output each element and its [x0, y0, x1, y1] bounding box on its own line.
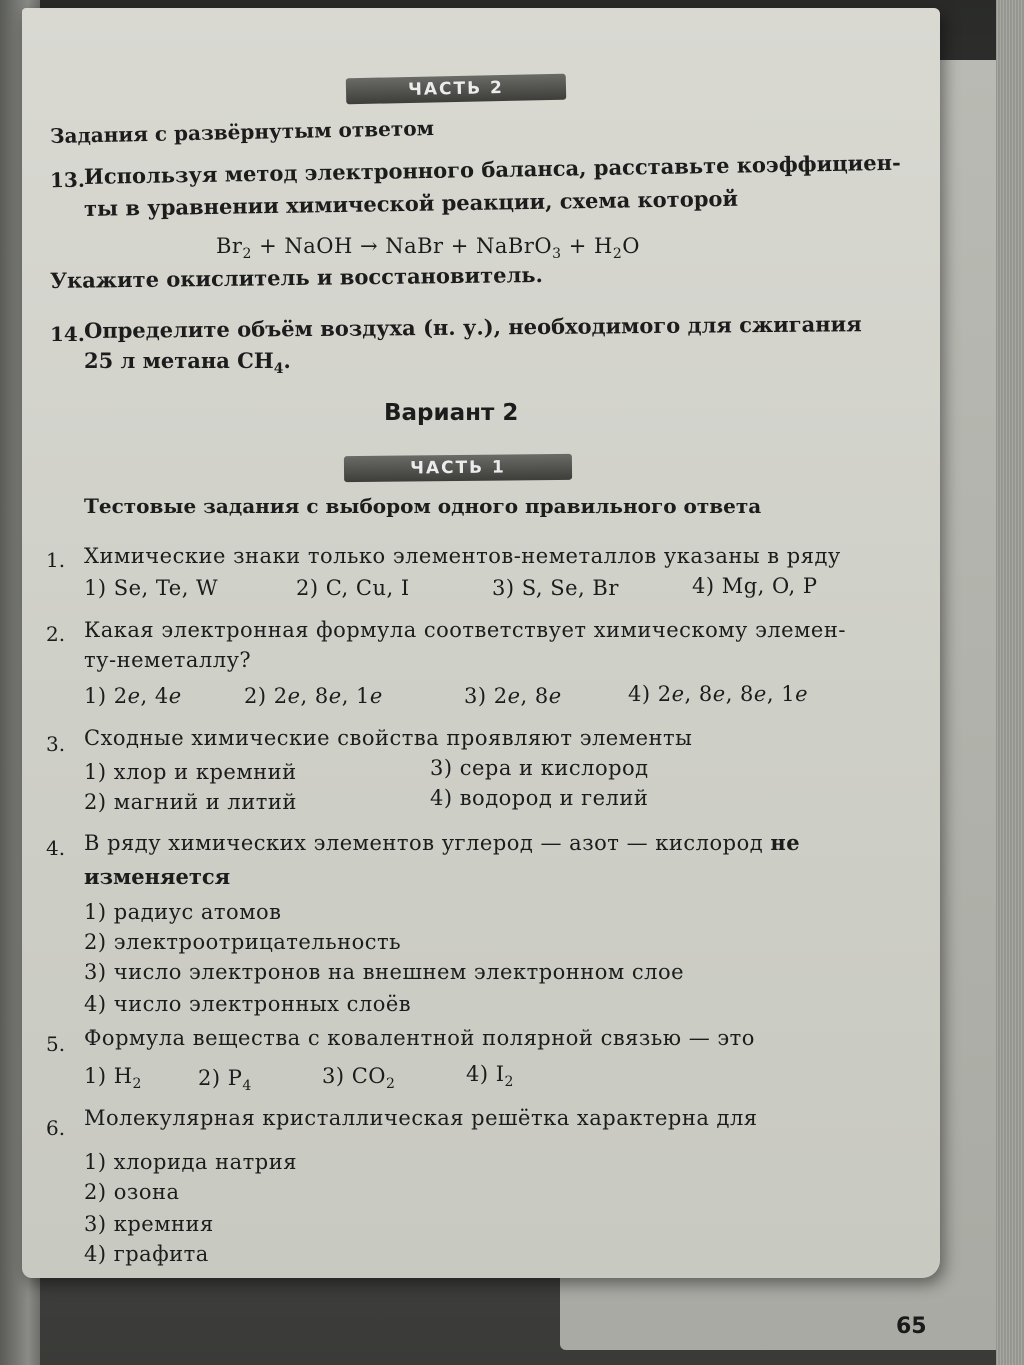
q4-option-4: 4) число электронных слоёв	[84, 992, 412, 1016]
variant-title: Вариант 2	[384, 400, 519, 426]
q4-option-1: 1) радиус атомов	[84, 900, 282, 924]
q2-line2: ту-неметаллу?	[84, 648, 252, 672]
q5-option-3: 3) $CO_2$	[322, 1064, 396, 1093]
q6-option-4: 4) графита	[84, 1242, 209, 1266]
q6-option-3: 3) кремния	[84, 1212, 214, 1236]
q3-text: Сходные химические свойства проявляют элементы	[84, 726, 693, 750]
q6-option-2: 2) озона	[84, 1180, 180, 1204]
q5-option-2: 2) $P_4$	[198, 1066, 252, 1095]
q2-option-4: 4) 2e, 8e, 8e, 1e	[628, 682, 808, 706]
q4-number: 4.	[46, 836, 66, 860]
q4-option-2: 2) электроотрицательность	[84, 930, 402, 954]
q5-option-4: 4) $I_2$	[466, 1062, 514, 1091]
q2-option-1: 1) 2e, 4e	[84, 684, 182, 708]
q1-number: 1.	[46, 548, 66, 572]
q5-text: Формула вещества с ковалентной полярной связью — это	[84, 1026, 755, 1050]
q6-number: 6.	[46, 1116, 66, 1140]
q14-number: 14.	[50, 322, 85, 346]
q3-option-4: 4) водород и гелий	[430, 786, 649, 810]
q13-line1: Используя метод электронного баланса, расставьте коэффициен-	[83, 149, 901, 189]
q2-option-2: 2) 2e, 8e, 1e	[244, 684, 383, 708]
q14-line1: Определите объём воздуха (н. у.), необходимого для сжигания	[83, 311, 862, 343]
q6-text: Молекулярная кристаллическая решётка характерна для	[84, 1106, 758, 1130]
q6-option-1: 1) хлорида натрия	[84, 1150, 297, 1174]
q3-option-3: 3) сера и кислород	[430, 756, 649, 780]
page-number: 65	[896, 1314, 927, 1339]
q1-option-3: 3) S, Se, Br	[492, 576, 619, 600]
q3-option-1: 1) хлор и кремний	[84, 760, 297, 784]
q2-number: 2.	[46, 622, 66, 646]
q5-number: 5.	[46, 1032, 66, 1056]
q13-equation: $Br_2$ + NaOH → NaBr + NaBrO$_3$ + $H_2O$	[216, 234, 640, 263]
part1-banner: ЧАСТЬ 1	[344, 454, 572, 482]
q2-line1: Какая электронная формула соответствует химическому элемен-	[84, 618, 846, 642]
q13-number: 13.	[49, 167, 86, 193]
q4-option-3: 3) число электронов на внешнем электронном слое	[84, 960, 685, 984]
textbook-page	[22, 8, 940, 1278]
q2-option-3: 3) 2e, 8e	[464, 684, 562, 708]
q4-line2: изменяется	[84, 864, 231, 889]
q3-option-2: 2) магний и литий	[84, 790, 297, 814]
section2-title: Задания с развёрнутым ответом	[49, 115, 435, 149]
q13-line2: ты в уравнении химической реакции, схема которой	[83, 185, 739, 221]
q3-number: 3.	[46, 732, 66, 756]
q4-line1: В ряду химических элементов углерод — азот — кислород не	[84, 830, 801, 855]
q1-text: Химические знаки только элементов-неметаллов указаны в ряду	[84, 544, 841, 568]
book-page-edges	[996, 0, 1024, 1365]
q1-option-1: 1) Se, Te, W	[84, 576, 219, 600]
q5-option-1: 1) $H_2$	[84, 1064, 142, 1093]
part2-banner: ЧАСТЬ 2	[346, 74, 566, 105]
q14-line2: 25 л метана $CH_4$.	[84, 348, 291, 378]
q1-option-4: 4) Mg, O, P	[692, 574, 818, 598]
q13-line3: Укажите окислитель и восстановитель.	[49, 261, 544, 293]
section1-title: Тестовые задания с выбором одного правильного ответа	[84, 494, 762, 518]
q1-option-2: 2) C, Cu, I	[296, 576, 410, 600]
